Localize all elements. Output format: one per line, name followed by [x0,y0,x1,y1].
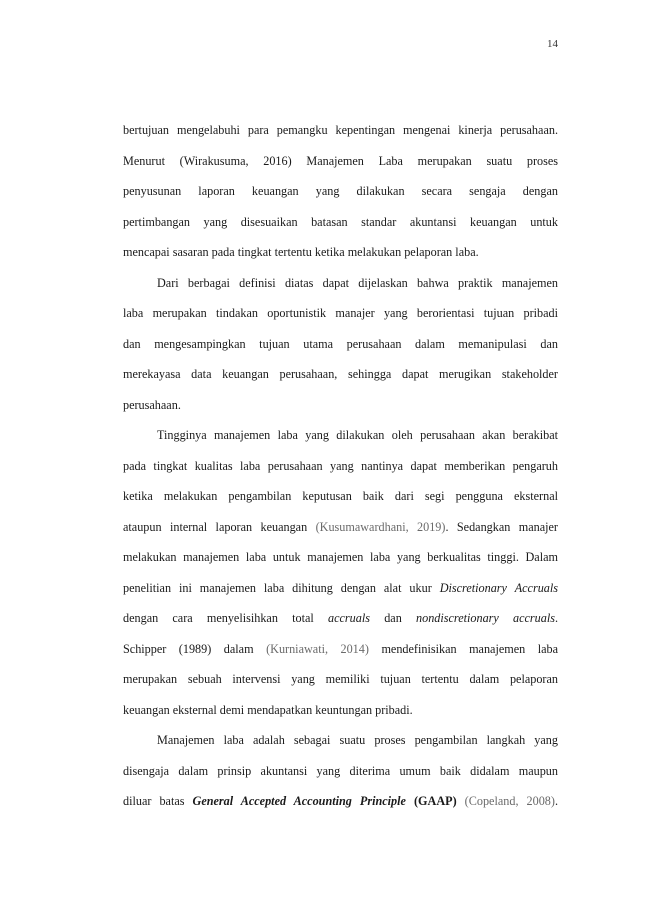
text-line: penyusunan laporan keuangan yang dilakukan secara sengaja dengan [123,184,558,198]
citation: (Kusumawardhani, 2019) [315,519,446,534]
text-segment: penelitian ini manajemen laba dihitung dengan alat ukur [123,580,432,595]
text-segment: dan [384,611,402,625]
text-line: pada tingkat kualitas laba perusahaan yang nantinya dapat memberikan pengaruh [123,458,558,473]
text-line: dan mengesampingkan tujuan utama perusahaan dalam memanipulasi dan [123,336,558,351]
citation: (Copeland, 2008) [464,794,555,808]
text-segment: mendefinisikan manajemen laba [381,641,559,656]
text-line: mencapai sasaran pada tingkat tertentu ketika melakukan pelaporan laba. [123,245,479,259]
italic-term: Discretionary Accruals [439,580,559,595]
text-segment: dengan cara menyelisihkan total [123,611,314,625]
text-line: keuangan eksternal demi mendapatkan keuntungan pribadi. [123,702,413,717]
text-line: Tingginya manajemen laba yang dilakukan oleh perusahaan akan berakibat [157,428,558,442]
text-line [123,634,558,665]
text-segment: ataupun internal laporan keuangan [123,519,308,534]
text-line: ketika melakukan pengambilan keputusan baik dari segi pengguna eksternal [123,489,558,503]
italic-bold-term: General Accepted Accounting Principle [192,794,406,808]
text-segment: . [554,611,559,625]
italic-term: nondiscretionary accruals [416,611,555,625]
text-line: pertimbangan yang disesuaikan batasan standar akuntansi keuangan untuk [123,214,558,229]
text-line [123,603,558,634]
text-line [123,512,558,543]
text-line: Manajemen laba adalah sebagai suatu proses pengambilan langkah yang [157,733,558,747]
text-line [123,573,558,604]
text-line: bertujuan mengelabuhi para pemangku kepentingan mengenai kinerja perusahaan. [123,123,558,137]
bold-term: (GAAP) [413,794,457,808]
italic-term: accruals [328,611,370,625]
text-line: laba merupakan tindakan oportunistik manajer yang berorientasi tujuan pribadi [123,306,558,320]
text-line: melakukan manajemen laba untuk manajemen laba yang berkualitas tinggi. Dalam [123,550,558,564]
text-segment: . Sedangkan manajer [445,519,558,534]
citation: (Kurniawati, 2014) [266,641,369,656]
text-line: perusahaan. [123,397,181,412]
text-line: Dari berbagai definisi diatas dapat dijelaskan bahwa praktik manajemen [157,275,558,290]
page-number: 14 [547,38,558,50]
text-line: disengaja dalam prinsip akuntansi yang diterima umum baik didalam maupun [123,763,558,778]
text-line [123,786,558,817]
text-line: Menurut (Wirakusuma, 2016) Manajemen Laba merupakan suatu proses [123,153,558,168]
text-segment: Schipper (1989) dalam [123,641,254,656]
text-segment: . [554,794,558,808]
body-text [123,115,558,817]
text-line: merekayasa data keuangan perusahaan, sehingga dapat merugikan stakeholder [123,367,558,381]
text-segment: diluar batas [123,794,185,808]
text-line: merupakan sebuah intervensi yang memiliki tujuan tertentu dalam pelaporan [123,672,558,686]
